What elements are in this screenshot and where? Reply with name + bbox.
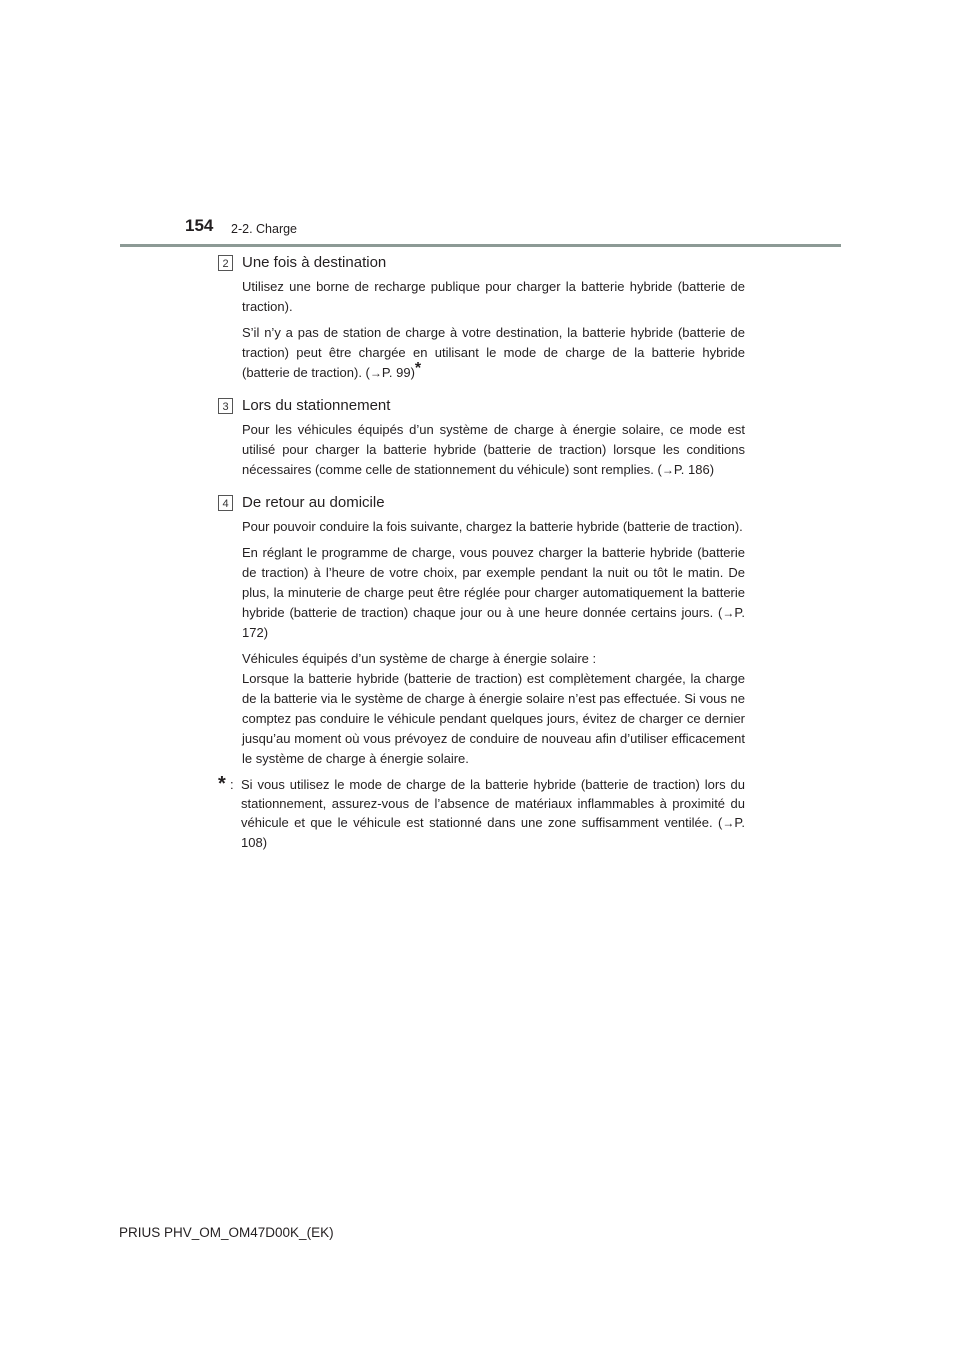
footnote-text-body: Si vous utilisez le mode de charge de la batterie hybride (batterie de traction) lors du stationnement, assurez-vous de l’absence de matériaux inflammables à proximité du véhicule et que le véhicule est stationné dans une zone suffisamment ventilée. ( <box>241 777 745 830</box>
content <box>218 254 745 852</box>
item-2-title: Une fois à destination <box>242 254 387 271</box>
arrow-icon: → <box>722 816 735 830</box>
number-box-2: 2 <box>218 255 233 271</box>
page-reference-172[interactable]: P. 172) <box>242 605 745 640</box>
arrow-icon: → <box>369 366 382 380</box>
item-4-heading <box>218 494 745 511</box>
item-3-title: Lors du stationnement <box>242 397 391 414</box>
item-4-paragraph-3-text: Lorsque la batterie hybride (batterie de traction) est complètement chargée, la charge de la batterie via le système de charge à énergie solaire n’est pas effectuée. Si vous ne comptez pas conduire le véhicule pendant quelques jours, évitez de charger ce dernier jusqu’au moment où vous prévoyez de conduire de nouveau afin d’utiliser efficacement le système de charge à énergie solaire. <box>242 671 745 766</box>
item-3-paragraph-text: Pour les véhicules équipés d’un système de charge à énergie solaire, ce mode est utilisé pour charger la batterie hybride (batterie de traction) lorsque les conditions nécessaires (comme celle de stationnement du véhicule) sont remplies. ( <box>242 422 745 477</box>
item-4-paragraph-2-text: En réglant le programme de charge, vous pouvez charger la batterie hybride (batterie de traction) à l’heure de votre choix, par exemple pendant la nuit ou tôt le matin. De plus, la minuterie de charge peut être réglée pour charger automatiquement la batterie hybride (batterie de traction) chaque jour ou à une heure donnée certains jours. ( <box>242 545 745 620</box>
item-3-heading <box>218 397 745 414</box>
page-reference-186[interactable]: P. 186) <box>673 462 715 477</box>
item-2-heading <box>218 254 745 271</box>
number-box-4: 4 <box>218 495 233 511</box>
item-4-paragraph-3 <box>242 649 745 769</box>
arrow-icon: → <box>661 463 674 477</box>
page-reference-99[interactable]: P. 99) <box>381 365 415 380</box>
item-4-paragraph-2 <box>242 543 745 643</box>
header-rule <box>120 244 841 247</box>
footnote-colon: : <box>230 777 234 792</box>
item-2-paragraph-1: Utilisez une borne de recharge publique pour charger la batterie hybride (batterie de traction). <box>242 279 745 314</box>
number-box-3: 3 <box>218 398 233 414</box>
arrow-icon: → <box>722 606 735 620</box>
item-4-title: De retour au domicile <box>242 494 385 511</box>
item-2-paragraph-2-text: S’il n’y a pas de station de charge à votre destination, la batterie hybride (batterie de traction) peut être chargée en utilisant le mode de charge de la batterie hybride (batterie de traction). ( <box>242 325 745 380</box>
item-3-paragraph <box>242 420 745 480</box>
footnote-text <box>241 775 745 852</box>
footnote-marker: * <box>414 360 422 377</box>
footnote-star: * <box>218 773 226 795</box>
document-code: PRIUS PHV_OM_OM47D00K_(EK) <box>119 1225 334 1240</box>
footnote <box>218 775 745 852</box>
item-4-paragraph-1: Pour pouvoir conduire la fois suivante, chargez la batterie hybride (batterie de traction). <box>242 519 743 534</box>
page-reference-108[interactable]: P. 108) <box>241 815 745 850</box>
page-number: 154 <box>185 216 214 235</box>
item-2-paragraph-2 <box>242 323 745 383</box>
solar-vehicles-label: Véhicules équipés d’un système de charge à énergie solaire : <box>242 651 597 666</box>
section-label: 2-2. Charge <box>231 222 298 236</box>
